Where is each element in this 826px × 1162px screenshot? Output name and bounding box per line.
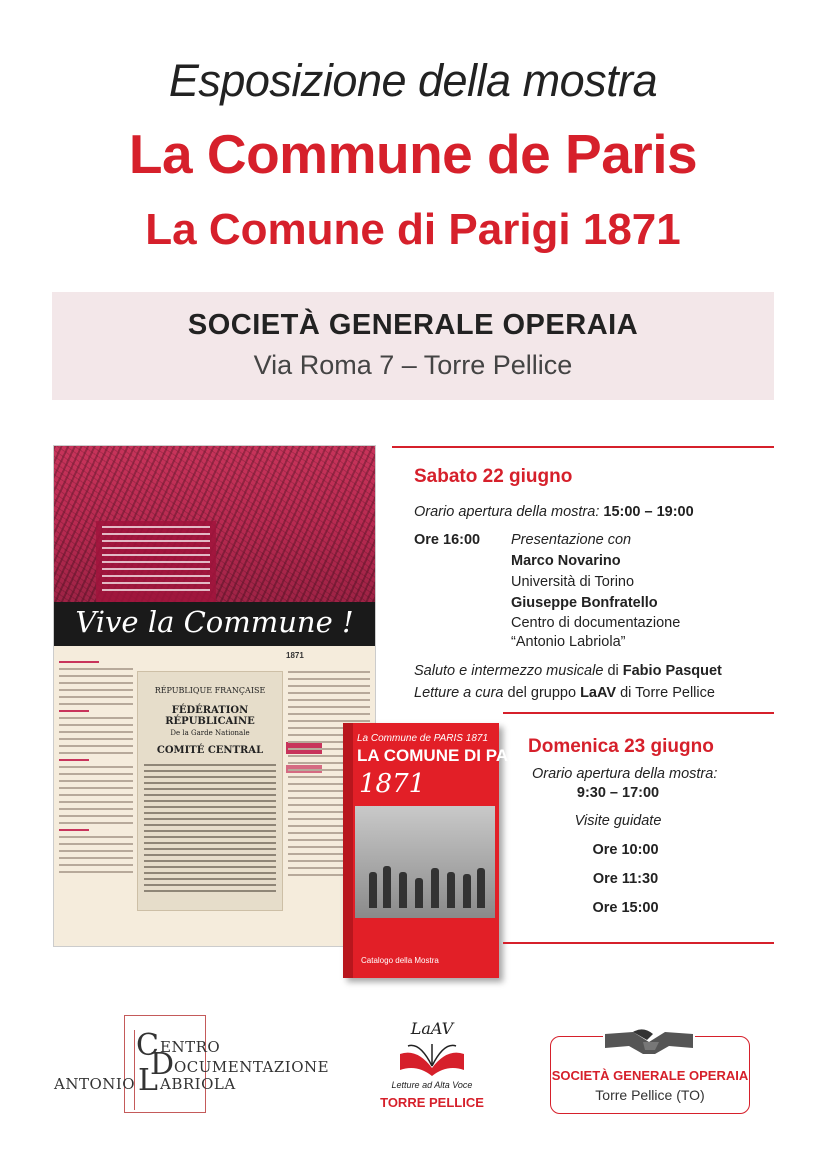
poster-text-block [96, 521, 216, 611]
music-label: Saluto e intermezzo musicale [414, 663, 604, 679]
poster-banner [54, 602, 375, 646]
poster-banner-text: Vive la Commune ! [75, 605, 354, 639]
title-italian: La Comune di Parigi 1871 [145, 205, 681, 254]
program-top-rule [392, 446, 774, 448]
book-year: 1871 [359, 769, 426, 799]
doc-body-lines [144, 764, 276, 892]
reading-row [414, 684, 715, 702]
cd-line-2: OCUMENTAZIONE [174, 1058, 330, 1076]
tour-time-1: Ore 10:00 [592, 842, 659, 858]
poster-proclamation [137, 671, 283, 911]
cd-letter-l: L [138, 1063, 159, 1098]
cd-logo-rule [134, 1030, 135, 1110]
tour-time-2: Ore 11:30 [592, 871, 659, 887]
cd-letter-c: C [136, 1028, 160, 1063]
poster-left-column [57, 656, 135, 936]
laav-book-icon [392, 1018, 472, 1078]
saturday-date: Sabato 22 giugno [414, 466, 573, 487]
saturday-hours-label: Orario apertura della mostra: [414, 504, 600, 520]
catalog-book-image [343, 723, 544, 978]
reading-del: del gruppo [507, 685, 577, 701]
tours-label: Visite guidate [574, 813, 662, 829]
doc-committee: COMITÉ CENTRAL [156, 745, 264, 756]
presentation-label: Presentazione con [511, 532, 632, 548]
speaker-1-affiliation: Università di Torino [511, 574, 635, 590]
sgo-town: Torre Pellice (TO) [595, 1087, 705, 1103]
laav-mark: LaAV [410, 1019, 454, 1038]
handshake-icon [603, 1012, 695, 1062]
cd-line-1: ENTRO [160, 1038, 221, 1056]
venue-name: SOCIETÀ GENERALE OPERAIA [187, 309, 639, 341]
doc-garde: De la Garde Nationale [170, 729, 250, 737]
sgo-name: SOCIETÀ GENERALE OPERAIA [551, 1068, 749, 1083]
poster-timeline-year: 1871 [286, 651, 304, 660]
program-bottom-rule [503, 942, 774, 944]
sunday-hours: 9:30 – 17:00 [576, 785, 660, 801]
sunday-date: Domenica 23 giugno [528, 736, 714, 757]
reading-place: di Torre Pellice [620, 685, 715, 701]
speaker-2-affiliation-2: “Antonio Labriola” [511, 634, 626, 650]
book-catalog-label: Catalogo della Mostra [361, 956, 439, 965]
speaker-2-name: Giuseppe Bonfratello [511, 595, 658, 611]
tour-time-3: Ore 15:00 [592, 900, 659, 916]
speaker-2-affiliation-1: Centro di documentazione [511, 615, 681, 631]
book-subtitle: La Commune de PARIS 1871 [357, 733, 489, 744]
exhibition-intro: Esposizione della mostra [168, 55, 658, 106]
program-mid-rule [503, 712, 774, 714]
laav-caption: Letture ad Alta Voce [391, 1080, 473, 1090]
venue-address: Via Roma 7 – Torre Pellice [253, 350, 573, 380]
cd-line-3a: ANTONIO [54, 1075, 136, 1093]
sunday-hours-label: Orario apertura della mostra: [532, 766, 718, 782]
doc-republic: RÉPUBLIQUE FRANÇAISE [154, 686, 266, 695]
saturday-event-time: Ore 16:00 [414, 532, 481, 548]
cd-line-3b: ABRIOLA [160, 1075, 236, 1093]
saturday-hours: 15:00 – 19:00 [603, 504, 694, 520]
cd-letter-d: D [150, 1047, 175, 1082]
speaker-1-name: Marco Novarino [511, 553, 621, 569]
music-di: di [607, 663, 619, 679]
reading-group: LaAV [580, 685, 617, 701]
saturday-hours-row [414, 503, 694, 521]
music-performer: Fabio Pasquet [622, 663, 722, 679]
title-french: La Commune de Paris [128, 123, 698, 185]
book-cover-photo [355, 806, 495, 918]
doc-federation: FÉDÉRATION RÉPUBLICAINE [165, 705, 255, 727]
exhibition-poster-image [53, 445, 376, 947]
reading-label: Letture a cura [414, 685, 504, 701]
book-title: LA COMUNE DI PARIGI [357, 746, 544, 765]
book-spine [343, 723, 353, 978]
laav-town: TORRE PELLICE [380, 1095, 484, 1110]
music-row [414, 662, 722, 680]
